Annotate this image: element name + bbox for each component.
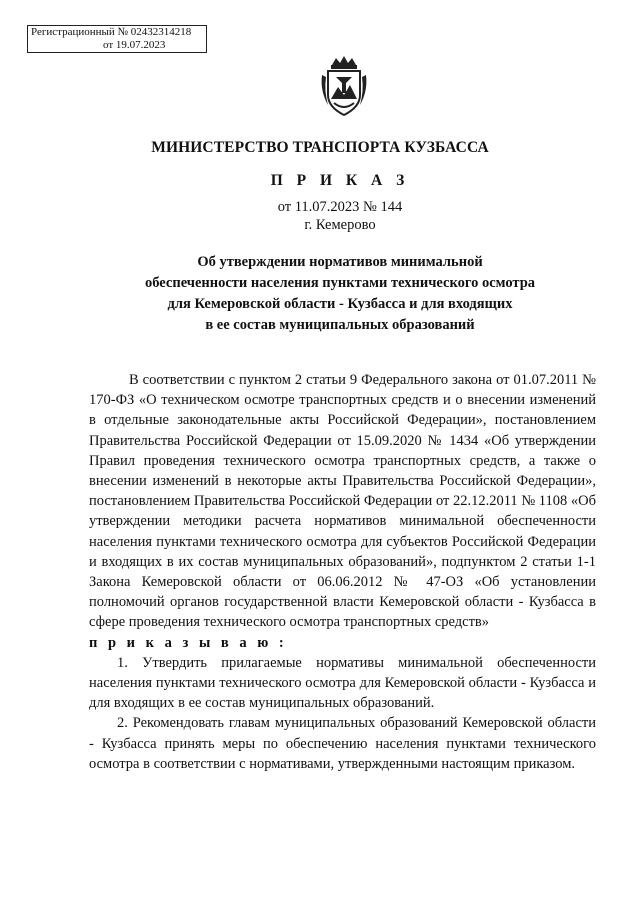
decree-word: п р и к а з ы в а ю : [89,634,288,651]
title-line: в ее состав муниципальных образований [205,317,475,333]
document-type: П Р И К А З [270,172,410,189]
registration-date: от 19.07.2023 [103,39,166,51]
document-body [89,370,596,774]
city: г. Кемерово [304,217,376,233]
coat-of-arms-icon [318,55,370,119]
decree-item-1: 1. Утвердить прилагаемые нормативы минимальной обеспеченности населения пунктами технического осмотра для Кемеровской области - Кузбасса и для входящих в ее состав муниципальных образований. [89,654,596,712]
registration-stamp [27,25,207,53]
decree-item-2: 2. Рекомендовать главам муниципальных образований Кемеровской области - Кузбасса принять меры по обеспечению населения пунктами технического осмотра в соответствии с нормативами, утвержденными настоящим приказом. [89,715,596,772]
document-title [0,252,640,336]
ministry-name: МИНИСТЕРСТВО ТРАНСПОРТА КУЗБАССА [151,139,489,156]
title-line: для Кемеровской области - Кузбасса и для входящих [167,296,513,312]
title-line: обеспеченности населения пунктами технического осмотра [144,275,536,291]
title-line: Об утверждении нормативов минимальной [197,254,483,270]
preamble-paragraph: В соответствии с пунктом 2 статьи 9 Федерального закона от 01.07.2011 № 170-ФЗ «О техническом осмотре транспортных средств и о внесении изменений в отдельные законодательные акты Российской Федерации», постановлением Правительства Российской Федерации от 15.09.2020 № 1434 «Об утверждении Правил проведения технического осмотра транспортных средств, а также о внесении изменений в некоторые акты Правительства Российской Федерации», постановлением Правительства Российской Федерации от 22.12.2011 № 1108 «Об утверждении методики расчета нормативов минимальной обеспеченности населения пунктами технического осмотра для субъектов Российской Федерации и входящих в их состав муниципальных образований», подпунктом 2 статьи 1-1 Закона Кемеровской области от 06.06.2012 № 47-ОЗ «Об установлении полномочий органов государственной власти Кемеровской области - Кузбасса в сфере проведения технического осмотра транспортных средств» [89,372,596,631]
registration-number: Регистрационный № 02432314218 [31,26,192,38]
date-and-number: от 11.07.2023 № 144 [277,199,403,215]
